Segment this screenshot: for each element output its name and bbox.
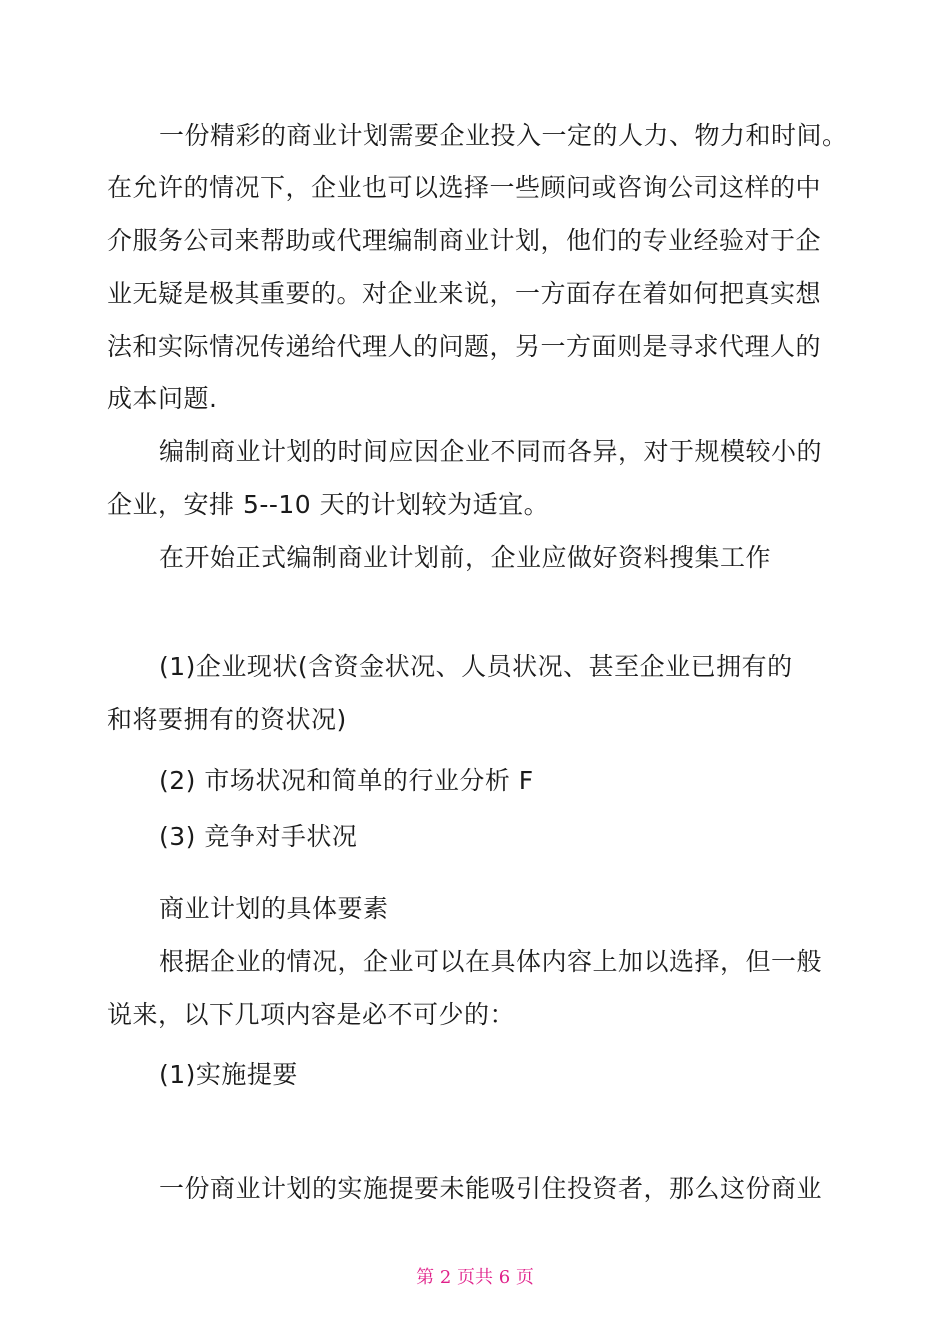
paragraph-line: 编制商业计划的时间应因企业不同而各异，对于规模较小的 bbox=[159, 437, 823, 466]
paragraph-line: 业无疑是极其重要的。对企业来说，一方面存在着如何把真实想 bbox=[107, 279, 822, 308]
page-number-footer: 第 2 页共 6 页 bbox=[416, 1267, 534, 1288]
paragraph-line: 成本问题. bbox=[107, 384, 218, 413]
list-item: (1)实施提要 bbox=[159, 1060, 298, 1089]
paragraph-line: 介服务公司来帮助或代理编制商业计划，他们的专业经验对于企 bbox=[107, 226, 822, 255]
list-item: (1)企业现状(含资金状况、人员状况、甚至企业已拥有的 bbox=[159, 652, 793, 681]
section-heading: 商业计划的具体要素 bbox=[159, 894, 389, 923]
paragraph-line: 企业，安排 5--10 天的计划较为适宜。 bbox=[107, 490, 550, 519]
paragraph-line: 一份精彩的商业计划需要企业投入一定的人力、物力和时间。 bbox=[159, 121, 848, 150]
list-item: (2) 市场状况和简单的行业分析 F bbox=[159, 766, 534, 795]
paragraph-line: 说来，以下几项内容是必不可少的： bbox=[107, 1000, 516, 1029]
paragraph-line: 在开始正式编制商业计划前，企业应做好资料搜集工作 bbox=[159, 543, 772, 572]
list-item-continuation: 和将要拥有的资状况) bbox=[107, 705, 347, 734]
paragraph-line: 在允许的情况下，企业也可以选择一些顾问或咨询公司这样的中 bbox=[107, 173, 822, 202]
paragraph-line: 法和实际情况传递给代理人的问题，另一方面则是寻求代理人的 bbox=[107, 332, 822, 361]
paragraph-line: 一份商业计划的实施提要未能吸引住投资者，那么这份商业 bbox=[159, 1174, 823, 1203]
list-item: (3) 竞争对手状况 bbox=[159, 822, 358, 851]
paragraph-line: 根据企业的情况，企业可以在具体内容上加以选择，但一般 bbox=[159, 947, 823, 976]
